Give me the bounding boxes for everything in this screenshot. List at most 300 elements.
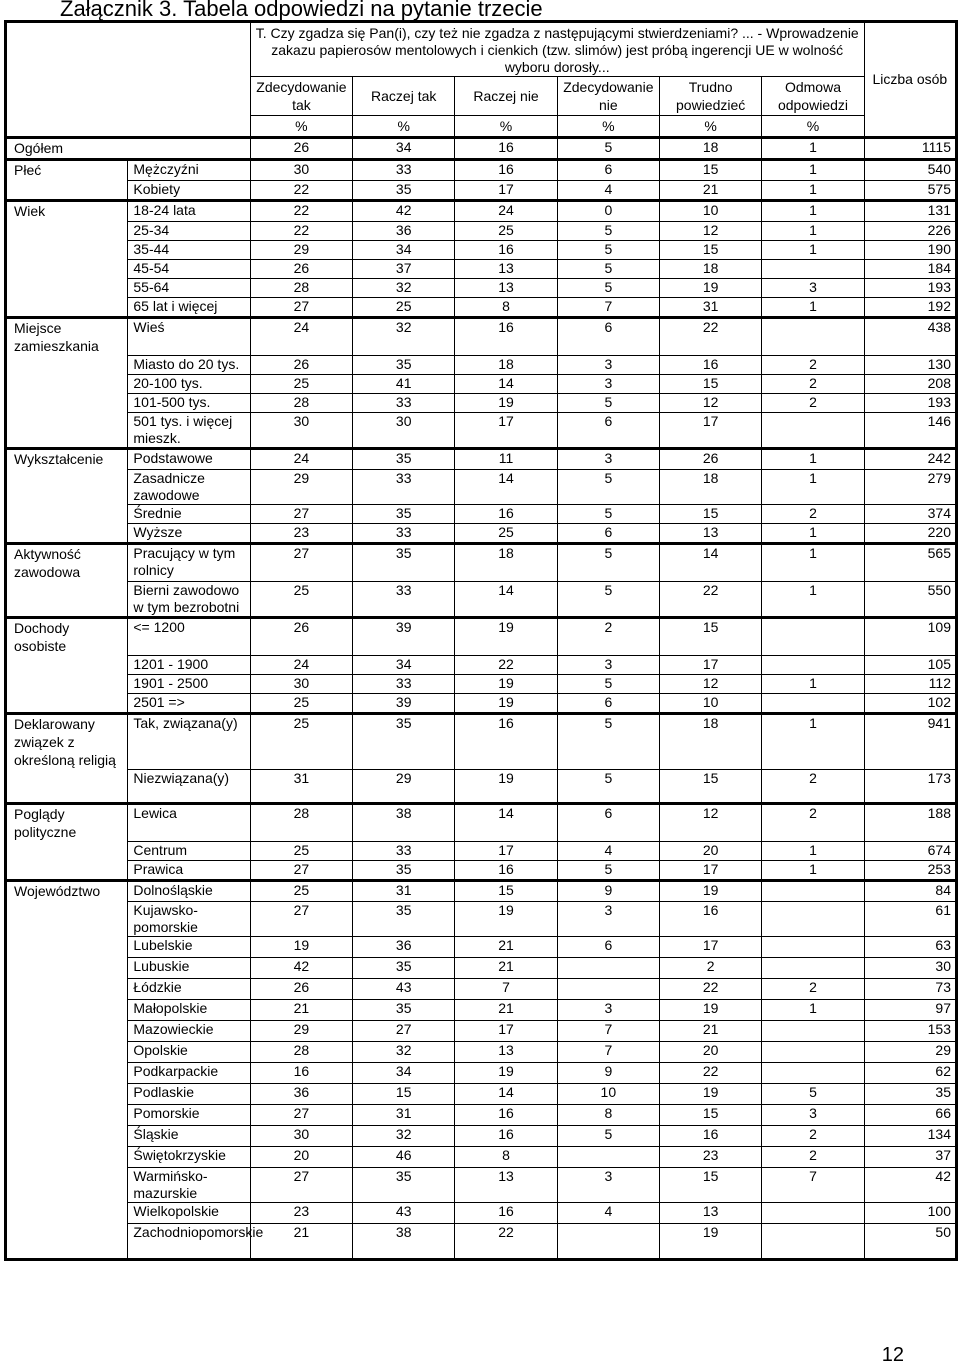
- value-cell: 18: [660, 259, 762, 278]
- row-label: 1901 - 2500: [128, 674, 250, 693]
- value-cell: 1: [762, 674, 864, 693]
- value-cell: 5: [557, 769, 659, 804]
- value-cell: 25: [250, 881, 352, 902]
- percent-label: %: [762, 116, 864, 138]
- value-cell: 26: [250, 259, 352, 278]
- value-cell: 19: [660, 1223, 762, 1260]
- value-cell: [762, 1041, 864, 1062]
- table-row: [6, 978, 957, 999]
- value-cell: 3: [557, 1167, 659, 1202]
- value-cell: 33: [353, 393, 455, 412]
- value-cell: 16: [455, 1202, 557, 1223]
- value-cell: 13: [660, 1202, 762, 1223]
- question-text: T. Czy zgadza się Pan(i), czy też nie zgadza z następującymi stwierdzeniami? ... - Wprowadzenie zakazu papierosów mentolowych i cienkich (tzw. slimów) jest próbą ingerencji UE w wolność wyboru dorosły...: [250, 22, 864, 77]
- value-cell: 30: [250, 160, 352, 181]
- col-header: Zdecydowanie nie: [557, 77, 659, 116]
- col-header: Zdecydowanie tak: [250, 77, 352, 116]
- value-cell: 30: [250, 1125, 352, 1146]
- table-row: [6, 355, 957, 374]
- col-header: Raczej nie: [455, 77, 557, 116]
- value-cell: 13: [660, 523, 762, 544]
- row-label: 55-64: [128, 278, 250, 297]
- group-label: [6, 259, 128, 278]
- value-cell: 32: [353, 278, 455, 297]
- value-cell: [762, 1020, 864, 1041]
- value-cell: 14: [455, 804, 557, 842]
- value-cell: 16: [455, 1125, 557, 1146]
- group-label: [6, 1146, 128, 1167]
- group-label: Deklarowany związek z określoną religią: [6, 714, 128, 770]
- value-cell: 15: [660, 374, 762, 393]
- count-cell: 62: [864, 1062, 956, 1083]
- group-label: [6, 221, 128, 240]
- value-cell: 1: [762, 160, 864, 181]
- group-label: [6, 412, 128, 449]
- table-row: [6, 180, 957, 201]
- value-cell: 39: [353, 693, 455, 714]
- value-cell: 1: [762, 201, 864, 222]
- row-label: Średnie: [128, 504, 250, 523]
- value-cell: [762, 259, 864, 278]
- value-cell: 2: [557, 618, 659, 656]
- value-cell: 13: [455, 1167, 557, 1202]
- value-cell: 21: [250, 1223, 352, 1260]
- value-cell: [762, 1202, 864, 1223]
- value-cell: 2: [762, 393, 864, 412]
- value-cell: 25: [250, 841, 352, 860]
- value-cell: 28: [250, 393, 352, 412]
- value-cell: 10: [660, 693, 762, 714]
- table-row: [6, 901, 957, 936]
- value-cell: 2: [762, 1146, 864, 1167]
- value-cell: 1: [762, 544, 864, 582]
- value-cell: 21: [455, 936, 557, 957]
- header-corner: [6, 22, 251, 138]
- value-cell: 19: [455, 901, 557, 936]
- percent-label: %: [353, 116, 455, 138]
- row-label: 18-24 lata: [128, 201, 250, 222]
- table-row: [6, 1223, 957, 1260]
- row-label: Pracujący w tym rolnicy: [128, 544, 250, 582]
- value-cell: 4: [557, 1202, 659, 1223]
- row-label: Małopolskie: [128, 999, 250, 1020]
- value-cell: 5: [557, 221, 659, 240]
- count-cell: 100: [864, 1202, 956, 1223]
- value-cell: 29: [250, 469, 352, 504]
- value-cell: 33: [353, 841, 455, 860]
- value-cell: 13: [455, 1041, 557, 1062]
- value-cell: 16: [455, 138, 557, 160]
- value-cell: 17: [660, 412, 762, 449]
- value-cell: 18: [455, 544, 557, 582]
- value-cell: 19: [455, 393, 557, 412]
- value-cell: 25: [250, 714, 352, 770]
- value-cell: 43: [353, 1202, 455, 1223]
- value-cell: 14: [455, 374, 557, 393]
- value-cell: 17: [660, 655, 762, 674]
- value-cell: 29: [250, 240, 352, 259]
- row-label: Śląskie: [128, 1125, 250, 1146]
- question-header-row: [6, 22, 957, 77]
- value-cell: 5: [557, 581, 659, 618]
- row-label: Tak, związana(y): [128, 714, 250, 770]
- value-cell: 13: [455, 278, 557, 297]
- value-cell: 28: [250, 278, 352, 297]
- value-cell: 5: [557, 504, 659, 523]
- value-cell: 31: [250, 769, 352, 804]
- count-cell: 30: [864, 957, 956, 978]
- count-cell: 29: [864, 1041, 956, 1062]
- row-label: Zasadnicze zawodowe: [128, 469, 250, 504]
- value-cell: 16: [660, 355, 762, 374]
- row-label: Wielkopolskie: [128, 1202, 250, 1223]
- count-cell: 50: [864, 1223, 956, 1260]
- percent-label: %: [250, 116, 352, 138]
- value-cell: 7: [762, 1167, 864, 1202]
- value-cell: 16: [455, 240, 557, 259]
- value-cell: 22: [250, 221, 352, 240]
- value-cell: 23: [660, 1146, 762, 1167]
- count-cell: 220: [864, 523, 956, 544]
- value-cell: 41: [353, 374, 455, 393]
- value-cell: 20: [660, 1041, 762, 1062]
- value-cell: 26: [250, 355, 352, 374]
- value-cell: [762, 957, 864, 978]
- value-cell: 22: [455, 655, 557, 674]
- table-row: [6, 693, 957, 714]
- value-cell: 1: [762, 221, 864, 240]
- value-cell: 30: [250, 412, 352, 449]
- value-cell: 16: [660, 1125, 762, 1146]
- value-cell: 19: [660, 278, 762, 297]
- value-cell: 6: [557, 804, 659, 842]
- group-label: [6, 693, 128, 714]
- value-cell: [762, 1062, 864, 1083]
- value-cell: 2: [762, 355, 864, 374]
- value-cell: 35: [353, 901, 455, 936]
- value-cell: 35: [353, 860, 455, 881]
- value-cell: [762, 881, 864, 902]
- group-label: [6, 355, 128, 374]
- table-row: [6, 138, 957, 160]
- percent-label: %: [660, 116, 762, 138]
- group-label: Wykształcenie: [6, 449, 128, 470]
- value-cell: 35: [353, 504, 455, 523]
- group-label: [6, 901, 128, 936]
- count-cell: 97: [864, 999, 956, 1020]
- row-label: Miasto do 20 tys.: [128, 355, 250, 374]
- value-cell: 24: [250, 655, 352, 674]
- value-cell: [762, 936, 864, 957]
- row-label: Dolnośląskie: [128, 881, 250, 902]
- table-row: [6, 1041, 957, 1062]
- value-cell: 15: [660, 618, 762, 656]
- row-label: Prawica: [128, 860, 250, 881]
- value-cell: 19: [455, 693, 557, 714]
- value-cell: 31: [660, 297, 762, 318]
- value-cell: [557, 1223, 659, 1260]
- value-cell: 27: [250, 544, 352, 582]
- value-cell: 42: [353, 201, 455, 222]
- value-cell: 31: [353, 1104, 455, 1125]
- row-label: 35-44: [128, 240, 250, 259]
- table-row: [6, 714, 957, 770]
- value-cell: 26: [250, 138, 352, 160]
- count-cell: 37: [864, 1146, 956, 1167]
- group-label: Poglądy polityczne: [6, 804, 128, 842]
- value-cell: 8: [455, 1146, 557, 1167]
- row-label: Świętokrzyskie: [128, 1146, 250, 1167]
- value-cell: 5: [557, 138, 659, 160]
- count-cell: 153: [864, 1020, 956, 1041]
- table-row: [6, 201, 957, 222]
- value-cell: 7: [557, 1041, 659, 1062]
- value-cell: 2: [762, 504, 864, 523]
- value-cell: 35: [353, 999, 455, 1020]
- value-cell: 3: [762, 1104, 864, 1125]
- table-row: [6, 1062, 957, 1083]
- group-label: Płeć: [6, 160, 128, 181]
- group-label: [6, 1167, 128, 1202]
- value-cell: 34: [353, 655, 455, 674]
- count-cell: 184: [864, 259, 956, 278]
- value-cell: 26: [250, 978, 352, 999]
- count-cell: 61: [864, 901, 956, 936]
- value-cell: 5: [762, 1083, 864, 1104]
- group-label: [6, 581, 128, 618]
- value-cell: 2: [762, 804, 864, 842]
- value-cell: [762, 318, 864, 356]
- count-cell: 131: [864, 201, 956, 222]
- value-cell: [762, 618, 864, 656]
- value-cell: 22: [250, 180, 352, 201]
- value-cell: 10: [660, 201, 762, 222]
- value-cell: 18: [660, 469, 762, 504]
- value-cell: [762, 693, 864, 714]
- value-cell: 34: [353, 138, 455, 160]
- value-cell: 6: [557, 936, 659, 957]
- table-row: [6, 618, 957, 656]
- count-cell: 109: [864, 618, 956, 656]
- table-row: [6, 259, 957, 278]
- group-label: [6, 1104, 128, 1125]
- count-cell: 173: [864, 769, 956, 804]
- value-cell: 27: [250, 1104, 352, 1125]
- count-cell: 42: [864, 1167, 956, 1202]
- value-cell: [762, 901, 864, 936]
- value-cell: 12: [660, 393, 762, 412]
- value-cell: 17: [455, 412, 557, 449]
- table-row: [6, 297, 957, 318]
- group-label: [6, 999, 128, 1020]
- value-cell: 21: [660, 180, 762, 201]
- value-cell: 3: [557, 355, 659, 374]
- group-label: Ogółem: [6, 138, 251, 160]
- value-cell: 31: [353, 881, 455, 902]
- value-cell: 32: [353, 318, 455, 356]
- value-cell: 35: [353, 449, 455, 470]
- count-cell: 102: [864, 693, 956, 714]
- row-label: 2501 =>: [128, 693, 250, 714]
- group-label: [6, 393, 128, 412]
- row-label: Wieś: [128, 318, 250, 356]
- value-cell: 15: [455, 881, 557, 902]
- row-label: Podlaskie: [128, 1083, 250, 1104]
- count-cell: 84: [864, 881, 956, 902]
- group-label: Województwo: [6, 881, 128, 902]
- value-cell: 15: [660, 1104, 762, 1125]
- value-cell: 15: [353, 1083, 455, 1104]
- value-cell: 22: [660, 318, 762, 356]
- table-row: [6, 581, 957, 618]
- group-label: Dochody osobiste: [6, 618, 128, 656]
- value-cell: 35: [353, 1167, 455, 1202]
- group-label: [6, 374, 128, 393]
- value-cell: 35: [353, 355, 455, 374]
- value-cell: 22: [250, 201, 352, 222]
- row-label: Niezwiązana(y): [128, 769, 250, 804]
- group-label: [6, 1083, 128, 1104]
- value-cell: 25: [455, 221, 557, 240]
- group-label: [6, 1041, 128, 1062]
- value-cell: 43: [353, 978, 455, 999]
- count-cell: 193: [864, 393, 956, 412]
- value-cell: 6: [557, 693, 659, 714]
- value-cell: 15: [660, 504, 762, 523]
- row-label: Lubuskie: [128, 957, 250, 978]
- value-cell: 8: [455, 297, 557, 318]
- value-cell: 29: [353, 769, 455, 804]
- row-label: Wyższe: [128, 523, 250, 544]
- page-title: Załącznik 3. Tabela odpowiedzi na pytanie trzecie: [60, 0, 543, 21]
- count-header: Liczba osób: [864, 22, 956, 138]
- count-cell: 674: [864, 841, 956, 860]
- value-cell: 26: [660, 449, 762, 470]
- value-cell: 16: [455, 714, 557, 770]
- value-cell: [762, 1223, 864, 1260]
- value-cell: 35: [353, 957, 455, 978]
- value-cell: 28: [250, 1041, 352, 1062]
- value-cell: 14: [455, 1083, 557, 1104]
- table-row: [6, 674, 957, 693]
- value-cell: 5: [557, 259, 659, 278]
- value-cell: 28: [250, 804, 352, 842]
- table-row: [6, 469, 957, 504]
- count-cell: 438: [864, 318, 956, 356]
- group-label: [6, 860, 128, 881]
- value-cell: 27: [353, 1020, 455, 1041]
- value-cell: 11: [455, 449, 557, 470]
- value-cell: 15: [660, 769, 762, 804]
- percent-label: %: [557, 116, 659, 138]
- value-cell: 5: [557, 469, 659, 504]
- value-cell: 36: [353, 221, 455, 240]
- group-label: [6, 1223, 128, 1260]
- value-cell: 18: [660, 138, 762, 160]
- table-row: [6, 1104, 957, 1125]
- value-cell: 17: [455, 841, 557, 860]
- row-label: Podstawowe: [128, 449, 250, 470]
- count-cell: 35: [864, 1083, 956, 1104]
- value-cell: 19: [455, 618, 557, 656]
- value-cell: 33: [353, 160, 455, 181]
- value-cell: 5: [557, 278, 659, 297]
- group-label: [6, 978, 128, 999]
- count-cell: 374: [864, 504, 956, 523]
- value-cell: 8: [557, 1104, 659, 1125]
- value-cell: 7: [557, 1020, 659, 1041]
- table-row: [6, 769, 957, 804]
- group-label: [6, 180, 128, 201]
- value-cell: 4: [557, 180, 659, 201]
- value-cell: 19: [660, 1083, 762, 1104]
- value-cell: 21: [455, 957, 557, 978]
- table-row: [6, 412, 957, 449]
- value-cell: 16: [455, 318, 557, 356]
- value-cell: [557, 957, 659, 978]
- group-label: [6, 957, 128, 978]
- table-row: [6, 804, 957, 842]
- value-cell: 18: [660, 714, 762, 770]
- value-cell: 1: [762, 297, 864, 318]
- row-label: Pomorskie: [128, 1104, 250, 1125]
- row-label: Łódzkie: [128, 978, 250, 999]
- value-cell: 5: [557, 240, 659, 259]
- value-cell: 46: [353, 1146, 455, 1167]
- table-row: [6, 374, 957, 393]
- value-cell: 0: [557, 201, 659, 222]
- group-label: Miejsce zamieszkania: [6, 318, 128, 356]
- table-row: [6, 318, 957, 356]
- col-header: Raczej tak: [353, 77, 455, 116]
- value-cell: 1: [762, 523, 864, 544]
- row-label: 45-54: [128, 259, 250, 278]
- count-cell: 226: [864, 221, 956, 240]
- value-cell: 34: [353, 240, 455, 259]
- row-label: Kobiety: [128, 180, 250, 201]
- value-cell: 15: [660, 1167, 762, 1202]
- value-cell: 1: [762, 469, 864, 504]
- value-cell: 17: [660, 860, 762, 881]
- value-cell: 33: [353, 581, 455, 618]
- value-cell: 6: [557, 523, 659, 544]
- value-cell: 35: [353, 544, 455, 582]
- value-cell: 23: [250, 1202, 352, 1223]
- count-cell: 192: [864, 297, 956, 318]
- group-label: [6, 278, 128, 297]
- row-label: Opolskie: [128, 1041, 250, 1062]
- value-cell: 1: [762, 180, 864, 201]
- count-cell: 188: [864, 804, 956, 842]
- count-cell: 208: [864, 374, 956, 393]
- count-cell: 130: [864, 355, 956, 374]
- count-cell: 63: [864, 936, 956, 957]
- row-label: 25-34: [128, 221, 250, 240]
- group-label: [6, 655, 128, 674]
- count-cell: 190: [864, 240, 956, 259]
- value-cell: 1: [762, 138, 864, 160]
- table-row: [6, 1125, 957, 1146]
- value-cell: 2: [762, 1125, 864, 1146]
- count-cell: 540: [864, 160, 956, 181]
- table-row: [6, 999, 957, 1020]
- count-cell: 279: [864, 469, 956, 504]
- value-cell: 19: [660, 999, 762, 1020]
- count-cell: 550: [864, 581, 956, 618]
- table-row: [6, 523, 957, 544]
- value-cell: 1: [762, 240, 864, 259]
- value-cell: 9: [557, 1062, 659, 1083]
